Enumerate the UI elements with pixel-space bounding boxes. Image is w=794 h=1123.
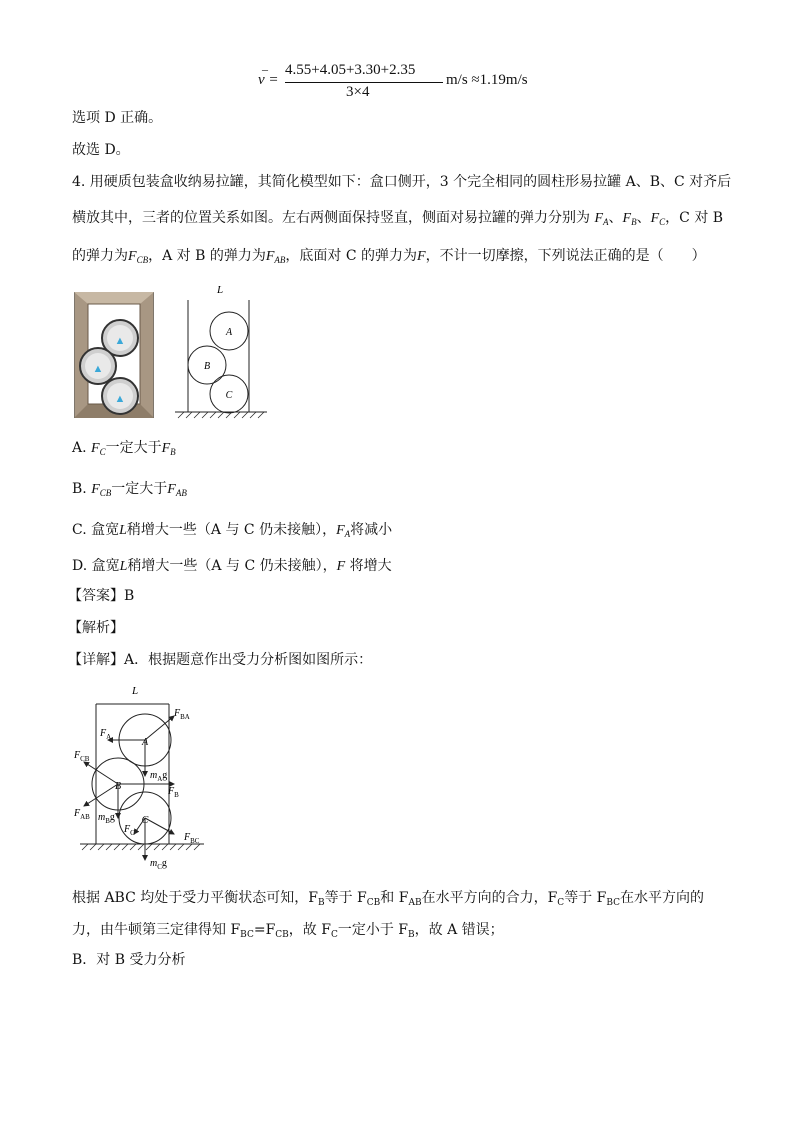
label-C: C xyxy=(225,390,233,401)
option-c-prefix: C. 盒宽 xyxy=(72,522,120,538)
formula-rhs: m/s ≈1.19m/s xyxy=(446,72,528,88)
question-line-3d: ，不计一切摩擦，下列说法正确的是（ ） xyxy=(425,248,706,264)
question-line-2: 横放其中，三者的位置关系如图。左右两侧面保持竖直，侧面对易拉罐的弹力分别为 $F_A$、$F_B$、$F_C$，C 对 B xyxy=(72,210,724,227)
label-mBg: $m_Bg$ xyxy=(98,812,115,825)
option-d-L: L xyxy=(119,559,128,574)
fig2-label-C: C xyxy=(141,815,149,826)
question-line-3c: ，底面对 C 的弹力为 xyxy=(285,248,418,264)
choose-d-line: 故选 D。 xyxy=(72,142,130,158)
label-F-C: $F_C$ xyxy=(124,824,135,837)
label-mCg: $m_Cg$ xyxy=(150,858,167,870)
overbar-mark: – xyxy=(262,62,268,76)
option-a-prefix: A. xyxy=(72,440,87,456)
fig2-label-B: B xyxy=(114,781,122,792)
schematic-diagram xyxy=(170,282,270,422)
option-d-end: 将增大 xyxy=(349,558,392,574)
label-A: A xyxy=(225,327,233,338)
label-F-BA: $F_{BA}$ xyxy=(174,708,190,721)
option-a-text: 一定大于 xyxy=(105,440,162,456)
question-line-2a: 横放其中，三者的位置关系如图。左右两侧面保持竖直，侧面对易拉罐的弹力分别为 xyxy=(72,210,590,226)
option-b-FCB: $F_{CB}$ xyxy=(91,482,112,498)
formula-denominator: 3×4 xyxy=(346,84,370,100)
conclusion-line-1: 根据 ABC 均处于受力平衡状态可知，$F_B$等于 $F_{CB}$和 $F_{AB}$在水平方向的合力，$F_C$等于 $F_{BC}$在水平方向的 xyxy=(72,890,705,908)
option-b-prefix: B. xyxy=(72,481,87,497)
svg-text:▲: ▲ xyxy=(114,393,126,405)
option-c-L: L xyxy=(119,523,127,538)
svg-text:▲: ▲ xyxy=(92,363,104,375)
option-d xyxy=(72,556,392,577)
svg-text:▲: ▲ xyxy=(114,335,126,347)
label-mAg: $m_Ag$ xyxy=(150,770,168,783)
option-d-F: F xyxy=(336,559,346,574)
option-b-FAB: $F_{AB}$ xyxy=(167,482,187,498)
option-a-FB: $F_B$ xyxy=(161,441,176,457)
force-FA: $F_A$ xyxy=(594,211,609,227)
answer-line: 【答案】B xyxy=(68,588,135,604)
force-FCB: $F_{CB}$ xyxy=(128,249,149,265)
question-line-2b: ，C 对 B xyxy=(665,210,724,226)
detail-line: 【详解】A．根据题意作出受力分析图如图所示： xyxy=(68,652,373,668)
force-FB: $F_B$ xyxy=(622,211,637,227)
option-d-prefix: D. 盒宽 xyxy=(72,558,120,574)
option-d-correct-line: 选项 D 正确。 xyxy=(72,110,163,126)
b-analysis-line: B．对 B 受力分析 xyxy=(72,952,186,968)
formula-numerator: 4.55+4.05+3.30+2.35 xyxy=(285,62,416,78)
analysis-title: 【解析】 xyxy=(68,620,124,636)
question-line-3 xyxy=(72,246,706,270)
can-box-photo xyxy=(74,292,154,418)
fraction-bar xyxy=(285,82,443,83)
option-b-text: 一定大于 xyxy=(111,481,168,497)
label-F-AB: $F_{AB}$ xyxy=(74,808,90,821)
fig2-label-A: A xyxy=(141,737,149,748)
option-c-end: 将减小 xyxy=(350,522,393,538)
force-F: F xyxy=(417,249,426,264)
formula-lhs: v = xyxy=(258,72,279,88)
option-c xyxy=(72,520,392,544)
question-line-3b: ，A 对 B 的弹力为 xyxy=(148,248,266,264)
label-L: L xyxy=(216,284,224,296)
option-b xyxy=(72,479,187,503)
option-a xyxy=(72,438,176,462)
label-F-BC: $F_{BC}$ xyxy=(184,832,200,845)
conclusion-line-2: 力，由牛顿第三定律得知 $F_{BC}=F_{CB}$，故 $F_C$一定小于 $F_B$，故 A 错误； xyxy=(72,922,504,940)
label-B: B xyxy=(203,361,211,372)
option-d-mid: 稍增大一些（A 与 C 仍未接触）， xyxy=(127,558,337,574)
question-line-3a: 的弹力为 xyxy=(72,248,128,264)
force-analysis-diagram xyxy=(70,682,220,870)
option-c-FA: $F_A$ xyxy=(336,523,351,539)
label-F-CB: $F_{CB}$ xyxy=(74,750,90,763)
fig2-label-L: L xyxy=(131,685,139,697)
option-a-FC: $F_C$ xyxy=(91,441,106,457)
question-line-1: 4. 用硬质包装盒收纳易拉罐，其简化模型如下：盒口侧开，3 个完全相同的圆柱形易拉罐 A、B、C 对齐后 xyxy=(72,174,732,190)
average-velocity-formula xyxy=(258,58,558,104)
force-FC: $F_C$ xyxy=(650,211,666,227)
force-FAB: $F_{AB}$ xyxy=(265,249,286,265)
label-F-B: $F_B$ xyxy=(168,786,179,799)
option-c-mid: 稍增大一些（A 与 C 仍未接触）， xyxy=(126,522,337,538)
label-F-A: $F_A$ xyxy=(100,728,112,741)
